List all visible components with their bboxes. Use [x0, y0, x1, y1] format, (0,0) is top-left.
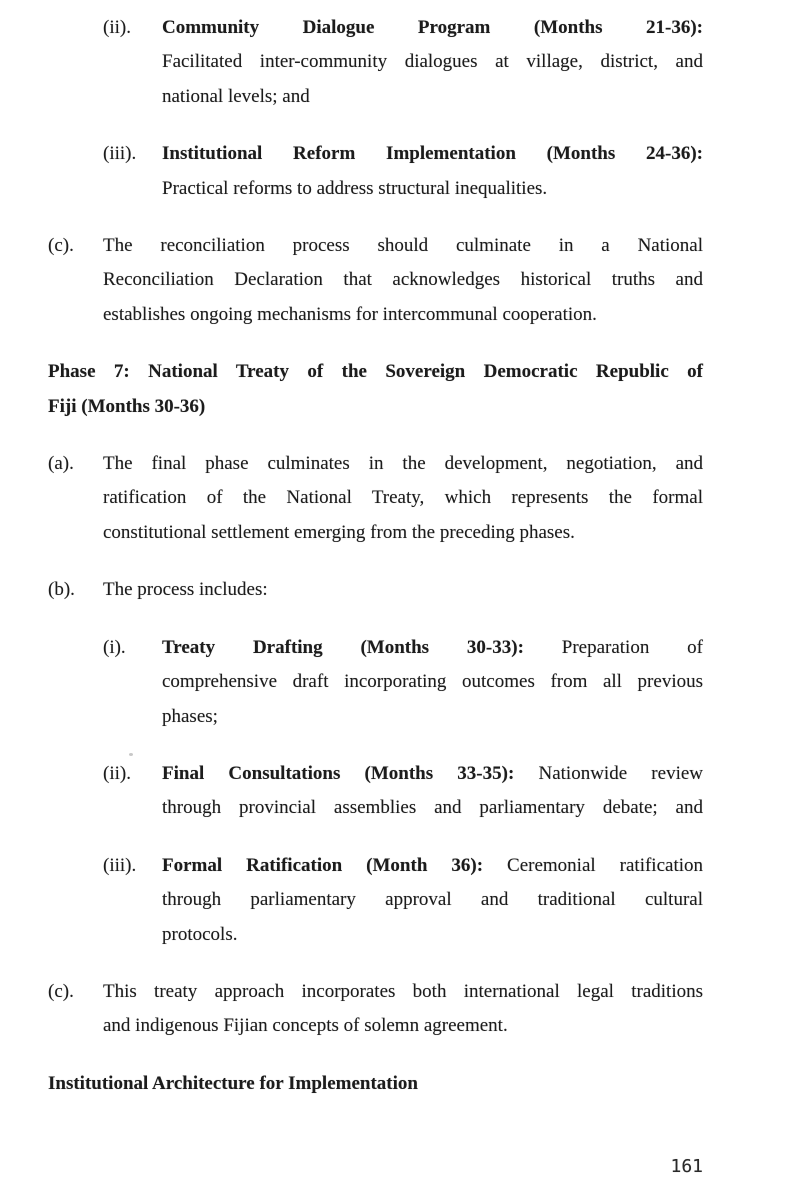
- list-item-marker: (b).: [48, 579, 75, 601]
- paragraph-lines: [162, 631, 703, 734]
- body-text-segment: Reconciliation Declaration that acknowledges historical truths and: [103, 269, 703, 291]
- bold-text-segment: Fiji (Months 30-36): [48, 395, 206, 417]
- paragraph-lines: [48, 1067, 703, 1101]
- bold-text-segment: Institutional Architecture for Implementation: [48, 1072, 418, 1094]
- list-item: [48, 229, 703, 332]
- text-line: [48, 355, 703, 389]
- list-item-marker: (i).: [103, 636, 126, 658]
- page-number: 161: [670, 1156, 703, 1177]
- paragraph-lines: [162, 137, 703, 206]
- bold-text-segment: Final Consultations (Months 33-35):: [162, 762, 515, 784]
- text-line: [162, 665, 703, 699]
- list-item: [48, 573, 703, 607]
- text-line: [48, 1067, 703, 1101]
- text-line: [162, 137, 703, 171]
- text-line: [162, 11, 703, 45]
- section-heading: [48, 1067, 703, 1101]
- paragraph-lines: [162, 11, 703, 114]
- body-text-segment: phases;: [162, 705, 218, 727]
- body-text-segment: The reconciliation process should culminate in a National: [103, 235, 703, 257]
- text-line: [162, 791, 703, 825]
- body-text-segment: Nationwide review: [514, 762, 703, 784]
- paragraph-lines: [103, 447, 703, 550]
- body-text-segment: Preparation of: [523, 636, 703, 658]
- list-item: [48, 447, 703, 550]
- paragraph-lines: [103, 975, 703, 1044]
- text-line: [162, 45, 703, 79]
- text-line: [162, 80, 703, 114]
- text-line: [103, 447, 703, 481]
- list-item-marker: (ii).: [103, 17, 131, 38]
- list-item: [48, 975, 703, 1044]
- list-item-marker: (iii).: [103, 854, 137, 876]
- text-line: [162, 918, 703, 952]
- text-line: [103, 229, 703, 263]
- list-item: [103, 631, 703, 734]
- body-text-segment: comprehensive draft incorporating outcomes from all previous: [162, 671, 703, 693]
- text-line: [103, 975, 703, 1009]
- list-item-marker: (a).: [48, 453, 74, 475]
- bold-text-segment: Institutional Reform Implementation (Months 24-36):: [162, 143, 703, 165]
- bold-text-segment: Formal Ratification (Month 36):: [162, 854, 484, 876]
- list-item: [103, 757, 703, 826]
- paragraph-lines: [48, 355, 703, 424]
- body-text-segment: national levels; and: [162, 85, 310, 107]
- body-text-segment: constitutional settlement emerging from the preceding phases.: [103, 521, 575, 543]
- document-body: [48, 11, 703, 1124]
- paragraph-lines: [103, 573, 703, 607]
- body-text-segment: Practical reforms to address structural inequalities.: [162, 177, 548, 199]
- text-line: [162, 172, 703, 206]
- text-line: [162, 700, 703, 734]
- body-text-segment: This treaty approach incorporates both international legal traditions: [103, 980, 703, 1002]
- body-text-segment: The final phase culminates in the development, negotiation, and: [103, 453, 703, 475]
- bold-text-segment: Phase 7: National Treaty of the Sovereign Democratic Republic of: [48, 361, 703, 383]
- text-line: [162, 757, 703, 791]
- text-line: [103, 516, 703, 550]
- text-line: [162, 849, 703, 883]
- body-text-segment: ratification of the National Treaty, which represents the formal: [103, 487, 703, 509]
- body-text-segment: protocols.: [162, 923, 238, 945]
- text-line: [48, 390, 703, 424]
- list-item: [103, 137, 703, 206]
- scan-artifact-dot: [129, 753, 133, 756]
- paragraph-lines: [162, 757, 703, 826]
- body-text-segment: and indigenous Fijian concepts of solemn agreement.: [103, 1015, 508, 1037]
- list-item-marker: (c).: [48, 980, 74, 1002]
- body-text-segment: The process includes:: [103, 579, 268, 601]
- body-text-segment: Facilitated inter-community dialogues at village, district, and: [162, 51, 703, 73]
- body-text-segment: Ceremonial ratification: [483, 854, 704, 876]
- list-item-marker: (ii).: [103, 762, 131, 784]
- list-item: [103, 849, 703, 952]
- text-line: [103, 573, 703, 607]
- text-line: [103, 263, 703, 297]
- paragraph-lines: [162, 849, 703, 952]
- body-text-segment: establishes ongoing mechanisms for intercommunal cooperation.: [103, 303, 597, 325]
- text-line: [162, 631, 703, 665]
- list-item-marker: (iii).: [103, 143, 137, 165]
- body-text-segment: through provincial assemblies and parliamentary debate; and: [162, 797, 703, 819]
- list-item-marker: (c).: [48, 235, 74, 257]
- bold-text-segment: Community Dialogue Program (Months 21-36):: [162, 17, 703, 38]
- text-line: [103, 298, 703, 332]
- text-line: [103, 481, 703, 515]
- text-line: [103, 1009, 703, 1043]
- text-line: [162, 883, 703, 917]
- paragraph-lines: [103, 229, 703, 332]
- section-heading: [48, 355, 703, 424]
- list-item: [103, 11, 703, 114]
- body-text-segment: through parliamentary approval and traditional cultural: [162, 889, 703, 911]
- bold-text-segment: Treaty Drafting (Months 30-33):: [162, 636, 524, 658]
